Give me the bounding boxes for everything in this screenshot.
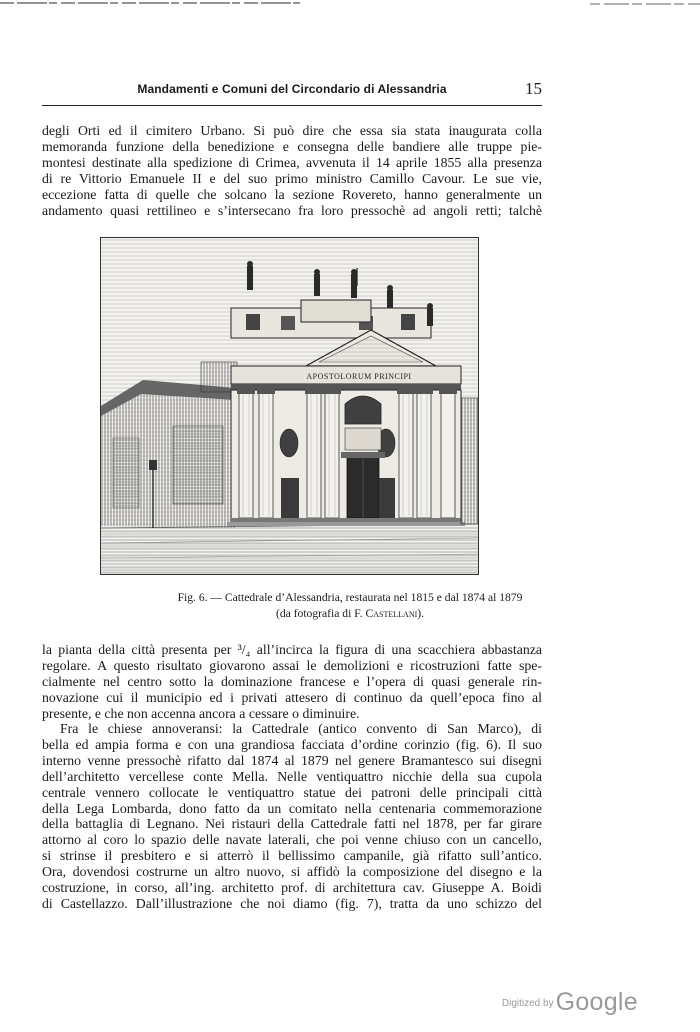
text-line: memoranda funzione della benedizione e consegna delle bandiere alle truppe pie- [42, 138, 542, 154]
text-line: montesi destinate alla spedizione di Crimea, avvenuta il 14 aprile 1855 alla presenza [42, 154, 542, 170]
facade-inscription: APOSTOLORUM PRINCIPI [306, 372, 412, 381]
text-line: bella ed ampia forma e con una grandiosa facciata d’ordine corinzio (fig. 6). Il suo [42, 736, 542, 752]
text-line: eccezione fatta di quelle che solcano la sezione Rovereto, hanno generalmente un [42, 186, 542, 202]
text-line: cialmente nel centro sotto la dominazione francese e l’opera di quasi generale rin- [42, 673, 542, 689]
text-line: interno venne pressochè rifatto dal 1874 al 1879 nel genere Bramantesco sui disegni [42, 752, 542, 768]
caption-line-2 [60, 606, 640, 622]
figure-caption [60, 590, 640, 622]
paragraph-2 [42, 642, 542, 722]
paragraph-3 [42, 721, 542, 912]
digitized-watermark [502, 988, 638, 1017]
google-logo: Google [555, 988, 638, 1016]
text-line: dell’architetto vercellese conte Mella. Nelle ventiquattro nicchie della sua cupola [42, 768, 542, 784]
caption-source-prefix: (da fotografia di F. [275, 607, 363, 620]
text-line: Fra le chiese annoveransi: la Cattedrale (antico convento di San Marco), di [60, 721, 542, 736]
caption-photographer: Castellani [365, 607, 418, 620]
running-title: Mandamenti e Comuni del Circondario di Alessandria [137, 82, 447, 96]
cathedral-engraving [100, 237, 479, 575]
text-line: Ora, dovendosi costrurne un altro nuovo, si affidò la composizione del disegno e la [42, 864, 542, 880]
text-line: novazione cui il municipio ed i privati attesero di continuo da quell’epoca fino al [42, 689, 542, 705]
cathedral-illustration [101, 238, 478, 574]
digitized-by-label: Digitized by [501, 998, 554, 1009]
scan-edge [0, 0, 700, 8]
text-line: regolare. A questo risultato giovarono assai le demolizioni e ricostruzioni fatte spe- [42, 657, 542, 673]
text-line: presente, e che non accenna ancora a cessare o diminuire. [42, 705, 360, 721]
text-line: la pianta della città presenta per ³/₄ all’incirca la figura di una scacchiera abbastanza [42, 642, 542, 657]
text-line: della battaglia di Legnano. Nei ristauri della Cattedrale fatti nel 1878, per far girare [42, 816, 542, 832]
caption-source-suffix: ). [417, 607, 425, 620]
text-line: di re Vittorio Emanuele II e del suo primo ministro Camillo Cavour. Le sue vie, [42, 170, 542, 186]
paragraph-1 [42, 123, 542, 218]
text-line: attorno al coro lo spazio delle navate laterali, che poi venne chiuso con un cancello, [42, 832, 542, 848]
text-line: si strinse il presbitero e si atterrò il bellissimo campanile, già rifatto sull’antico. [42, 848, 542, 864]
header-rule [42, 105, 542, 106]
running-header [42, 80, 542, 104]
text-line: centrale vennero collocate le ventiquattro statue dei patroni delle principali città [42, 784, 542, 800]
text-line: costruzione, in corso, all’ing. architetto prof. di architettura cav. Giuseppe A. Boidi [42, 880, 542, 896]
text-line: andamento quasi rettilineo e s’intersecano fra loro pressochè ad angoli retti; talchè [42, 202, 542, 218]
text-line: degli Orti ed il cimitero Urbano. Si può dire che essa sia stata inaugurata colla [42, 123, 542, 138]
page-number: 15 [525, 79, 542, 98]
text-line: della Lega Lombarda, dono fatto da un comitato nella centenaria commemorazione [42, 800, 542, 816]
caption-line-1: Fig. 6. — Cattedrale d’Alessandria, restaurata nel 1815 e dal 1874 al 1879 [177, 591, 523, 604]
text-line: di Castellazzo. Dall’illustrazione che noi diamo (fig. 7), tratta da uno schizzo del [42, 895, 542, 911]
